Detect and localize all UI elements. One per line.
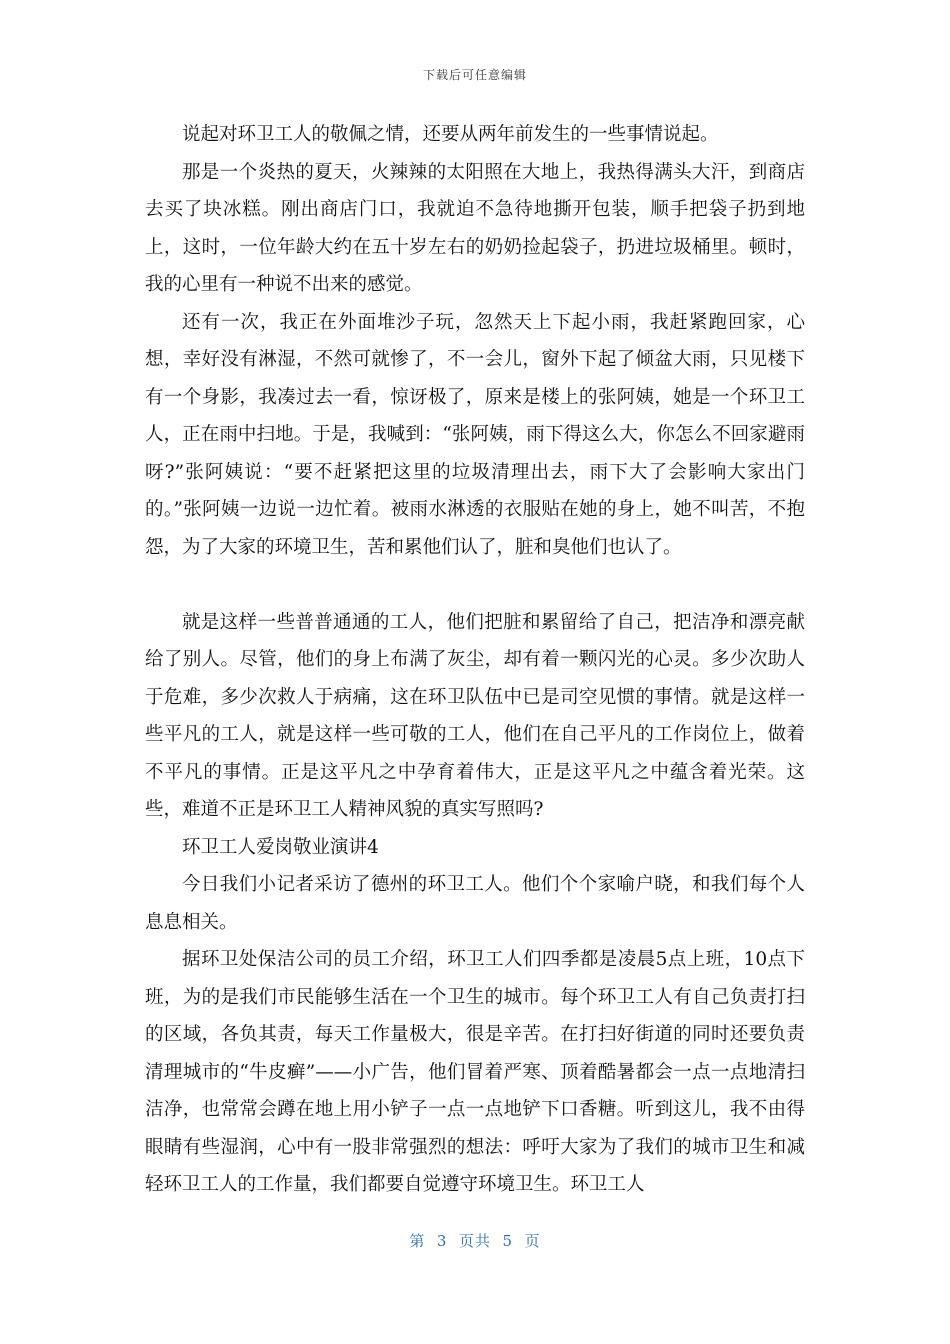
paragraph-ordinary-workers: 就是这样一些普普通通的工人，他们把脏和累留给了自己，把洁净和漂亮献给了别人。尽管，他们的身上布满了灰尘，却有着一颗闪光的心灵。多少次助人于危难，多少次救人于病痛，这在环卫队伍中已是司空见惯的事情。就是这样一些平凡的工人，就是这样一些可敬的工人，他们在自己平凡的工作岗位上，做着不平凡的事情。正是这平凡之中孕育着伟大，正是这平凡之中蕴含着光荣。这些，难道不正是环卫工人精神风貌的真实写照吗?: [145, 611, 805, 820]
page-header-note: 下载后可任意编辑: [422, 68, 527, 82]
paragraph-rain-story: 还有一次，我正在外面堆沙子玩，忽然天上下起小雨，我赶紧跑回家，心想，幸好没有淋湿，不然可就惨了，不一会儿，窗外下起了倾盆大雨，只见楼下有一个身影，我凑过去一看，惊讶极了，原来是楼上的张阿姨，她是一个环卫工人，正在雨中扫地。于是，我喊到：“张阿姨，雨下得这么大，你怎么不回家避雨呀?”张阿姨说：“要不赶紧把这里的垃圾清理出去，雨下大了会影响大家出门的。”张阿姨一边说一边忙着。被雨水淋透的衣服贴在她的身上，她不叫苦，不抱怨，为了大家的环境卫生，苦和累他们认了，脏和臭他们也认了。: [145, 311, 805, 558]
document-body: [145, 116, 805, 1204]
paragraph-reporter-interview: 今日我们小记者采访了德州的环卫工人。他们个个家喻户晓，和我们每个人息息相关。: [145, 874, 805, 933]
paragraph-intro: 说起对环卫工人的敬佩之情，还要从两年前发生的一些事情说起。: [182, 124, 719, 145]
page-footer-page-number: 第 3 页共 5 页: [409, 1232, 541, 1250]
paragraph-summer-story: 那是一个炎热的夏天，火辣辣的太阳照在大地上，我热得满头大汗，到商店去买了块冰糕。刚出商店门口，我就迫不急待地撕开包装，顺手把袋子扔到地上，这时，一位年龄大约在五十岁左右的奶奶捡起袋子，扔进垃圾桶里。顿时，我的心里有一种说不出来的感觉。: [145, 161, 805, 295]
section-heading: 环卫工人爱岗敬业演讲4: [182, 836, 379, 858]
paragraph-work-description: 据环卫处保洁公司的员工介绍，环卫工人们四季都是凌晨5点上班，10点下班，为的是我们市民能够生活在一个卫生的城市。每个环卫工人有自己负责打扫的区域，各负其责，每天工作量极大，很是辛苦。在打扫好街道的同时还要负责清理城市的“牛皮癣”——小广告，他们冒着严寒、顶着酷暑都会一点一点地清扫洁净，也常常会蹲在地上用小铲子一点一点地铲下口香糖。听到这儿，我不由得眼睛有些湿润，心中有一股非常强烈的想法：呼吁大家为了我们的城市卫生和减轻环卫工人的工作量，我们都要自觉遵守环境卫生。环卫工人: [145, 949, 805, 1195]
